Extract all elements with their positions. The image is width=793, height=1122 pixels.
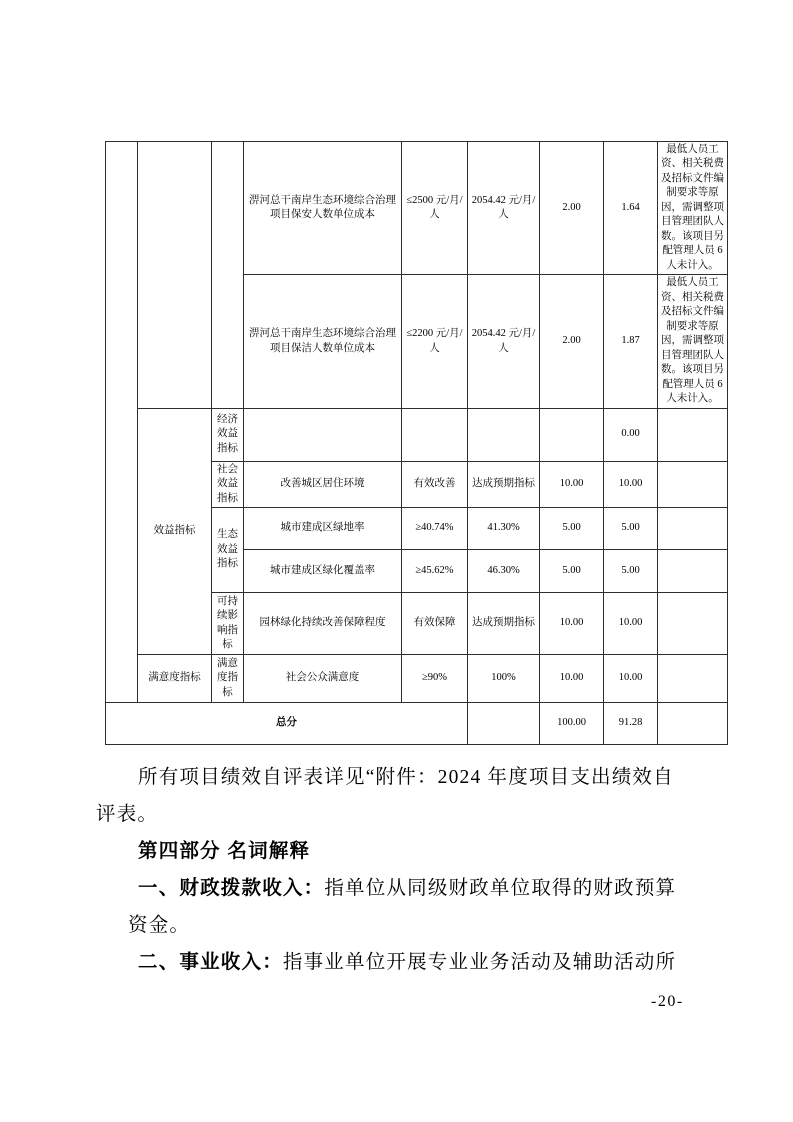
cell-deviation-note <box>658 593 728 655</box>
cell-score: 10.00 <box>604 655 658 703</box>
cell-target-value: ≥45.62% <box>402 550 468 593</box>
cell-subgroup-continued <box>212 142 244 409</box>
cell-deviation-note <box>658 508 728 550</box>
cell-indicator-name: 园林绿化持续改善保障程度 <box>244 593 402 655</box>
cell-target-value: ≥90% <box>402 655 468 703</box>
cell-target-value: 有效保障 <box>402 593 468 655</box>
definition-fiscal-appropriation <box>96 870 710 907</box>
cell-total-spacer <box>468 703 540 745</box>
performance-table-container <box>105 141 728 745</box>
cell-score: 0.00 <box>604 408 658 461</box>
cell-subgroup-economic: 经济效益指标 <box>212 408 244 461</box>
definition-text: 指单位从同级财政单位取得的财政预算 <box>324 878 677 899</box>
cell-weight: 2.00 <box>540 275 604 408</box>
cell-indicator-name: 淠河总干南岸生态环境综合治理项目保洁人数单位成本 <box>244 275 402 408</box>
cell-deviation-note <box>658 408 728 461</box>
cell-target-value: ≥40.74% <box>402 508 468 550</box>
cell-deviation-note <box>658 550 728 593</box>
cell-target-value <box>402 408 468 461</box>
definition-term: 二、事业收入： <box>138 951 283 973</box>
cell-weight: 10.00 <box>540 655 604 703</box>
cell-total-note <box>658 703 728 745</box>
cell-score: 5.00 <box>604 550 658 593</box>
cell-actual-value <box>468 408 540 461</box>
cell-weight: 10.00 <box>540 593 604 655</box>
cell-actual-value: 2054.42 元/月/人 <box>468 275 540 408</box>
cell-left-spacer <box>106 142 138 703</box>
cell-actual-value: 达成预期指标 <box>468 461 540 507</box>
cell-score: 10.00 <box>604 593 658 655</box>
cell-total-score: 91.28 <box>604 703 658 745</box>
cell-subgroup-satisfaction: 满意度指标 <box>212 655 244 703</box>
definition-text: 指事业单位开展专业业务活动及辅助活动所 <box>282 952 677 973</box>
cell-score: 10.00 <box>604 461 658 507</box>
cell-group-benefit: 效益指标 <box>138 408 212 654</box>
cell-deviation-note: 最低人员工资、相关税费及招标文件编制要求等原因，需调整项目管理团队人数。该项目另配管理人员 6 人未计入。 <box>658 275 728 408</box>
cell-score: 1.87 <box>604 275 658 408</box>
cell-actual-value: 100% <box>468 655 540 703</box>
cell-weight: 5.00 <box>540 550 604 593</box>
cell-deviation-note <box>658 655 728 703</box>
table-row-total <box>106 703 728 745</box>
definition-business-income <box>96 944 710 981</box>
cell-weight: 5.00 <box>540 508 604 550</box>
definition-fiscal-appropriation-line2: 资金。 <box>128 915 191 936</box>
cell-weight: 10.00 <box>540 461 604 507</box>
performance-self-evaluation-table <box>105 141 728 745</box>
cell-indicator-name: 淠河总干南岸生态环境综合治理项目保安人数单位成本 <box>244 142 402 275</box>
cell-group-continued <box>138 142 212 409</box>
cell-actual-value: 41.30% <box>468 508 540 550</box>
cell-target-value: 有效改善 <box>402 461 468 507</box>
cell-group-satisfaction: 满意度指标 <box>138 655 212 703</box>
cell-score: 5.00 <box>604 508 658 550</box>
cell-total-label: 总分 <box>106 703 468 745</box>
table-row-security-cost <box>106 142 728 275</box>
definition-term: 一、财政拨款收入： <box>138 877 325 899</box>
attachment-paragraph-line1: 所有项目绩效自评表详见“附件：2024 年度项目支出绩效自 <box>138 767 674 788</box>
table-row-satisfaction <box>106 655 728 703</box>
cell-subgroup-ecological: 生态效益指标 <box>212 508 244 593</box>
cell-deviation-note: 最低人员工资、相关税费及招标文件编制要求等原因，需调整项目管理团队人数。该项目另配管理人员 6 人未计入。 <box>658 142 728 275</box>
cell-actual-value: 达成预期指标 <box>468 593 540 655</box>
cell-deviation-note <box>658 461 728 507</box>
cell-score: 1.64 <box>604 142 658 275</box>
cell-weight <box>540 408 604 461</box>
cell-target-value: ≤2200 元/月/人 <box>402 275 468 408</box>
cell-actual-value: 46.30% <box>468 550 540 593</box>
attachment-paragraph-line2: 评表。 <box>96 804 159 825</box>
cell-indicator-name: 城市建成区绿化覆盖率 <box>244 550 402 593</box>
cell-indicator-name: 改善城区居住环境 <box>244 461 402 507</box>
cell-weight: 2.00 <box>540 142 604 275</box>
cell-subgroup-social: 社会效益指标 <box>212 461 244 507</box>
cell-target-value: ≤2500 元/月/人 <box>402 142 468 275</box>
cell-actual-value: 2054.42 元/月/人 <box>468 142 540 275</box>
body-text <box>96 759 710 981</box>
cell-total-weight: 100.00 <box>540 703 604 745</box>
table-row-economic-benefit <box>106 408 728 461</box>
cell-indicator-name: 社会公众满意度 <box>244 655 402 703</box>
page-number: -20- <box>651 993 684 1010</box>
cell-subgroup-sustain: 可持续影响指标 <box>212 593 244 655</box>
cell-indicator-name <box>244 408 402 461</box>
section-heading: 第四部分 名词解释 <box>138 840 311 862</box>
cell-indicator-name: 城市建成区绿地率 <box>244 508 402 550</box>
